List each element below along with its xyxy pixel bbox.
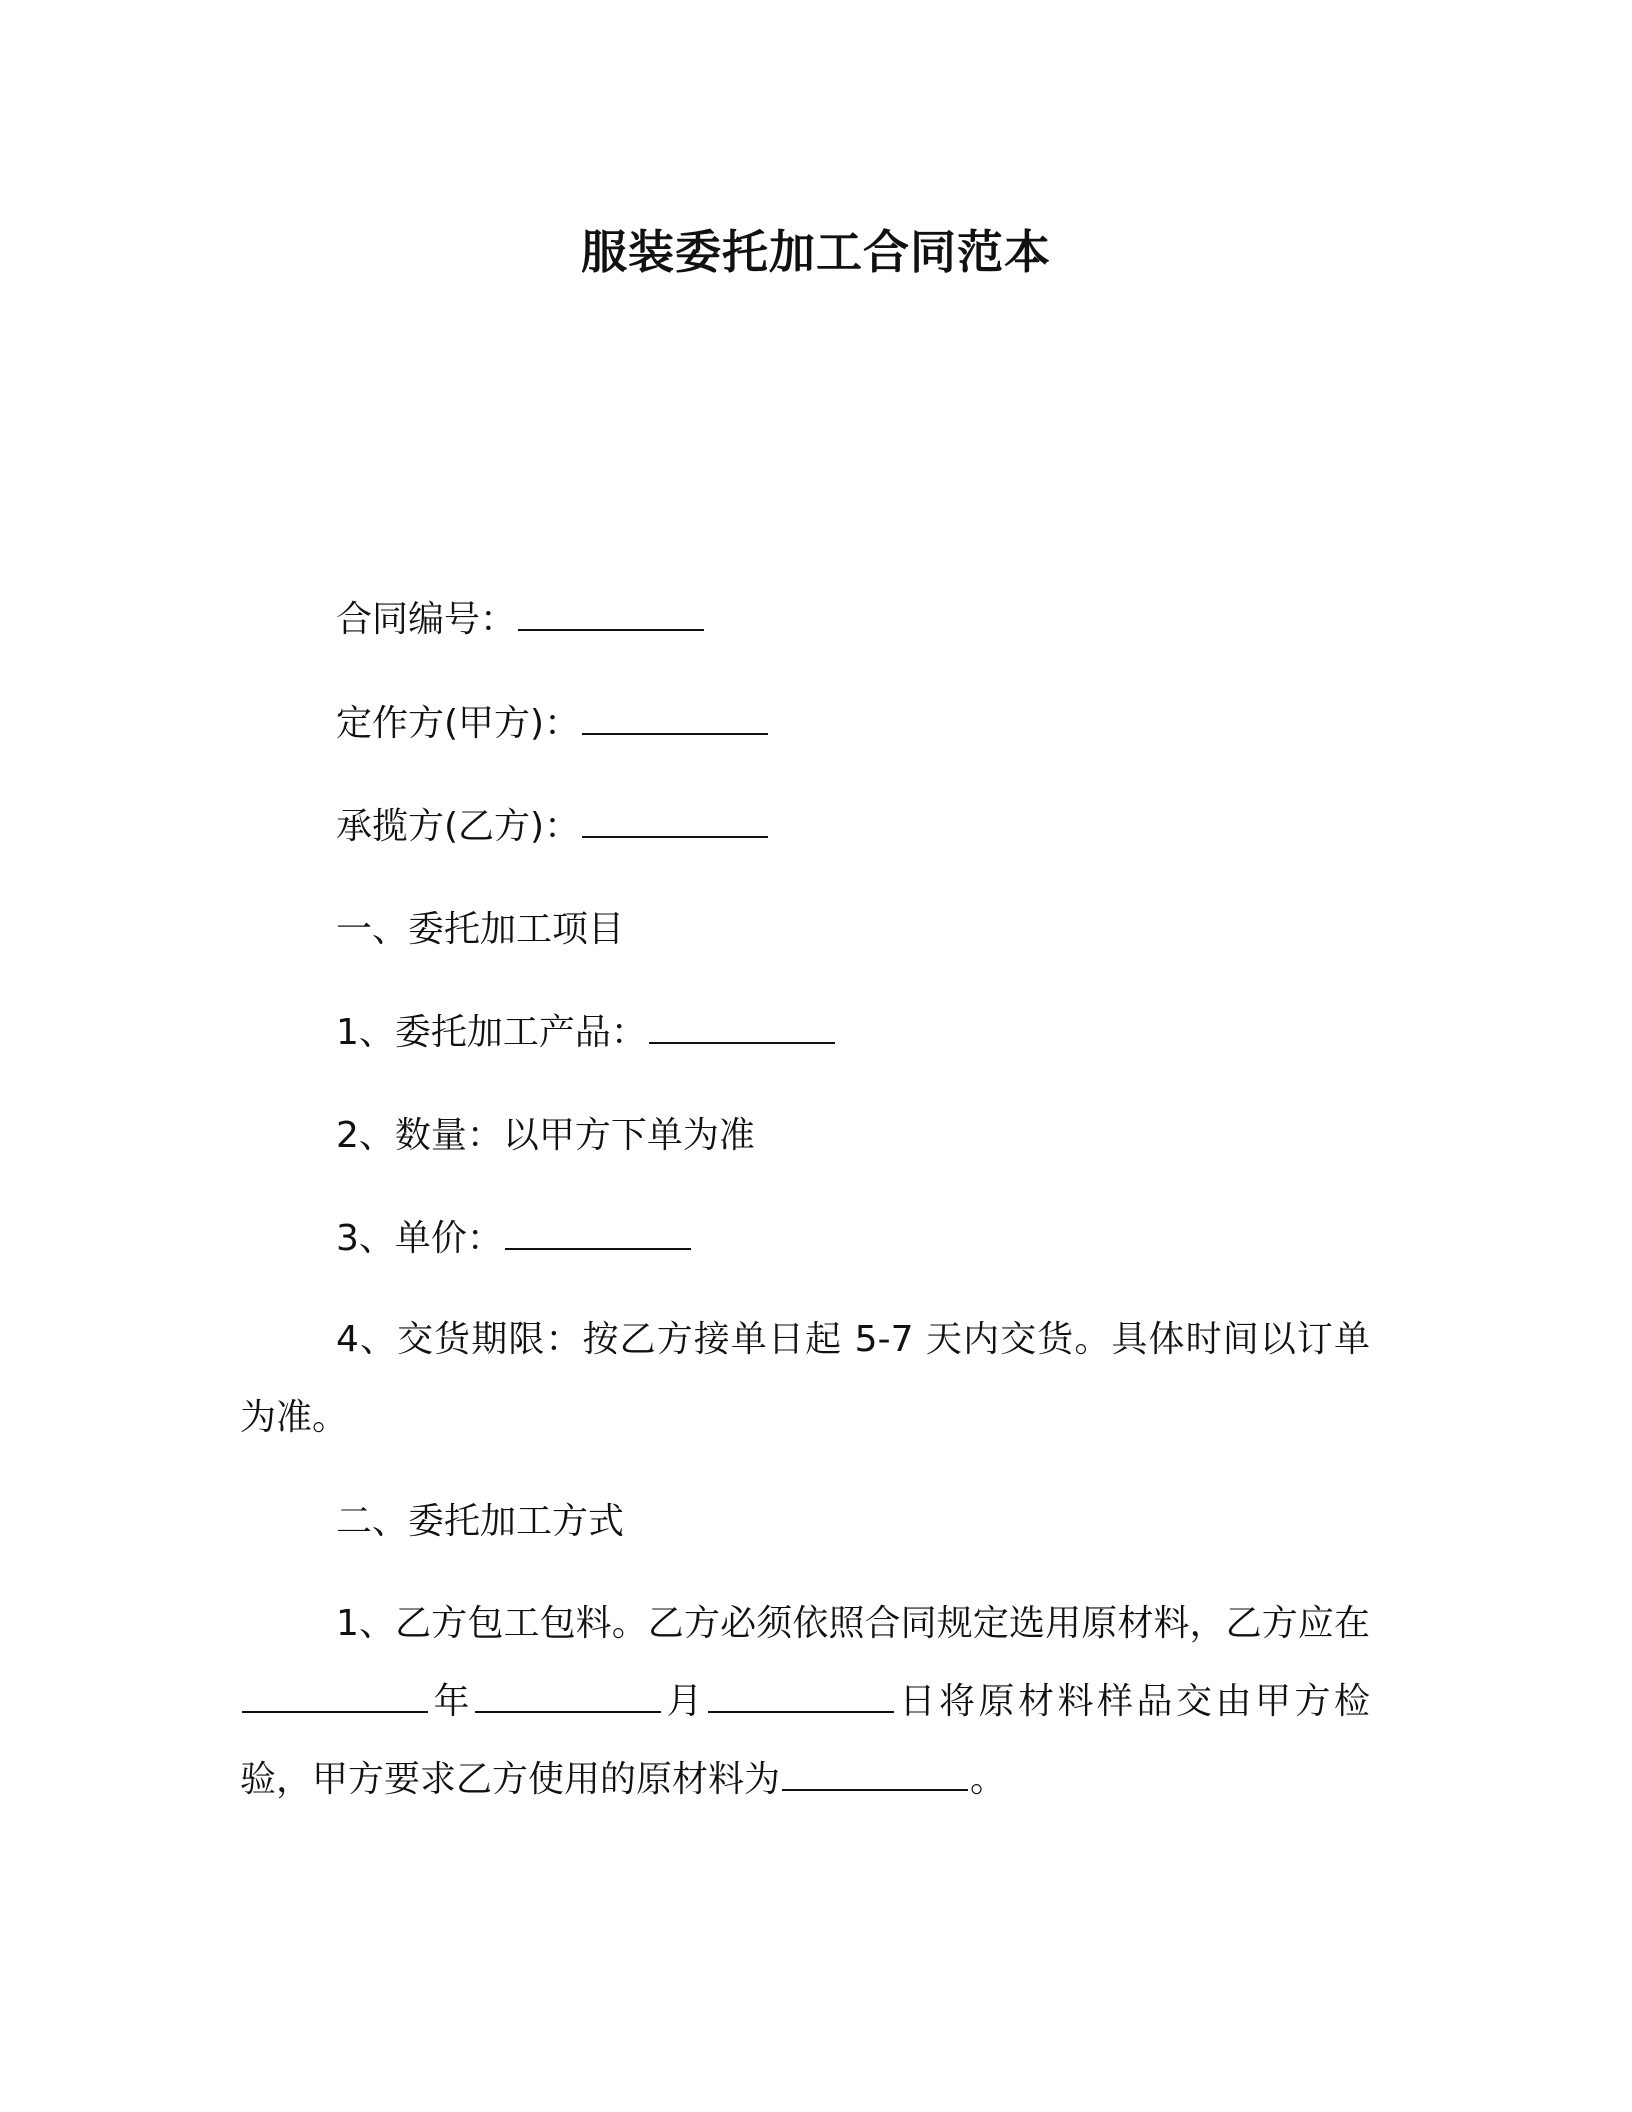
party-b-blank bbox=[582, 806, 768, 838]
month-label: 月 bbox=[663, 1681, 706, 1722]
section1-item1-label: 1、委托加工产品： bbox=[336, 1012, 647, 1053]
party-b-line bbox=[240, 801, 1370, 853]
party-a-label: 定作方(甲方)： bbox=[336, 703, 581, 744]
section2-heading: 二、委托加工方式 bbox=[336, 1501, 625, 1542]
month-blank bbox=[475, 1681, 661, 1713]
section2-item1 bbox=[240, 1585, 1370, 1819]
material-blank bbox=[782, 1759, 968, 1791]
section2-item1-end: 。 bbox=[970, 1759, 1007, 1800]
section2-item1-part2: 日将原材料样品交由甲方检验，甲方要求乙方使用的原材料为 bbox=[240, 1681, 1370, 1800]
contract-number-line bbox=[240, 594, 1370, 646]
section1-item4: 4、交货期限：按乙方接单日起 5-7 天内交货。具体时间以订单为准。 bbox=[240, 1319, 1370, 1438]
product-blank bbox=[649, 1012, 835, 1044]
section1-item3 bbox=[240, 1213, 1370, 1265]
party-b-label: 承揽方(乙方)： bbox=[336, 806, 581, 847]
party-a-line bbox=[240, 698, 1370, 750]
contract-number-blank bbox=[518, 599, 704, 631]
year-label: 年 bbox=[430, 1681, 473, 1722]
contract-number-label: 合同编号： bbox=[336, 599, 517, 640]
year-blank bbox=[242, 1681, 428, 1713]
section1-item3-label: 3、单价： bbox=[336, 1218, 503, 1259]
section1-item1 bbox=[240, 1007, 1370, 1059]
unit-price-blank bbox=[505, 1218, 691, 1250]
section2-item1-part1: 1、乙方包工包料。乙方必须依照合同规定选用原材料，乙方应在 bbox=[336, 1603, 1370, 1644]
day-blank bbox=[708, 1681, 894, 1713]
party-a-blank bbox=[582, 703, 768, 735]
document-title: 服装委托加工合同范本 bbox=[581, 225, 1051, 279]
section1-heading: 一、委托加工项目 bbox=[336, 909, 625, 950]
section1-item2: 2、数量：以甲方下单为准 bbox=[336, 1115, 755, 1156]
